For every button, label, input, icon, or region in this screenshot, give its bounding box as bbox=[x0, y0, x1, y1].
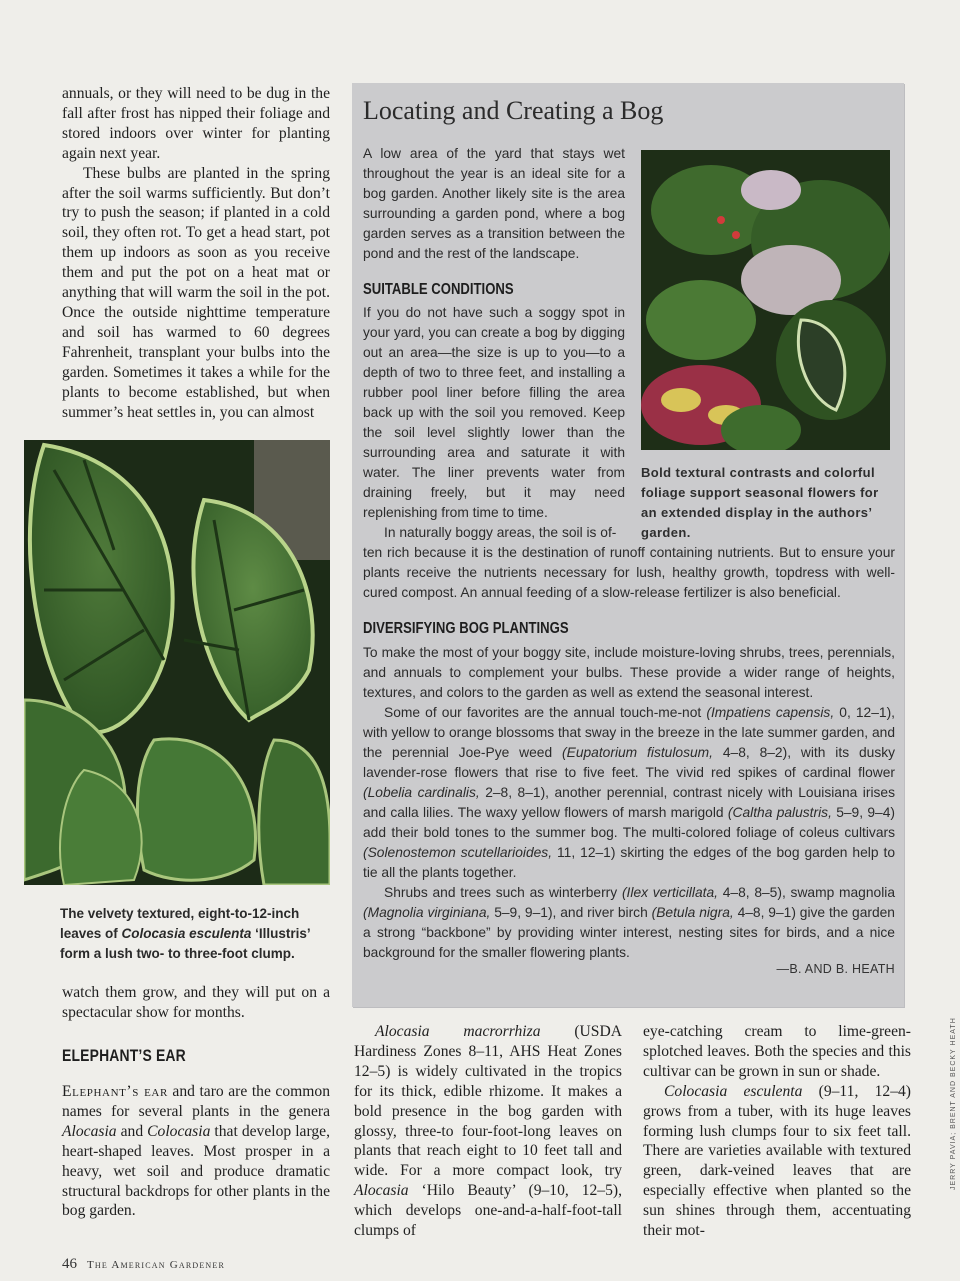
bog-garden-photo bbox=[641, 150, 890, 450]
body-paragraph bbox=[62, 1082, 330, 1221]
text-run: 4–8, 8–2), with its dusky lavender-rose flowers that rise to five feet. The vivid red spikes of cardinal flower bbox=[363, 745, 896, 780]
text-run: (9–11, 12–4) grows from a tuber, with its huge leaves forming lush clumps four to six feet tall. There are varieties available with textured green, dark-veined leaves that are especially effective when planted so the sun shines through them, accentuating their mot- bbox=[643, 1082, 911, 1240]
photo-credit: JERRY PAVIA; BRENT AND BECKY HEATH bbox=[950, 1017, 957, 1190]
conditions-text bbox=[363, 303, 625, 543]
body-paragraph bbox=[643, 1082, 911, 1241]
body-paragraph bbox=[363, 703, 895, 883]
species-name: (Caltha palustris, bbox=[727, 805, 832, 820]
species-name: (Solenostemon scutellarioides, bbox=[363, 845, 553, 860]
body-paragraph: To make the most of your boggy site, include moisture-loving shrubs, trees, perennials, and annuals to complement your bulbs. These provide a wider range of heights, textures, and colors to the garden as well as extend the seasonal interest. bbox=[363, 645, 895, 700]
text-run: and bbox=[116, 1122, 148, 1140]
caption-text: ‘Illustris’ form a lush two- to three-foot clump. bbox=[60, 926, 310, 961]
species-name: (Eupatorium fistulosum, bbox=[562, 745, 713, 760]
text-run: 11, 12–1) skirting the edges of the bog garden help to tie all the plants together. bbox=[363, 845, 896, 880]
text-run: and taro are the common names for several plants in the genera bbox=[62, 1083, 330, 1120]
page-number: 46 bbox=[62, 1256, 77, 1272]
column-2 bbox=[354, 1022, 622, 1241]
elephant-ear-body bbox=[62, 1082, 330, 1221]
species-name: Alocasia macrorrhiza bbox=[375, 1023, 541, 1040]
body-paragraph bbox=[354, 1022, 622, 1241]
body-paragraph: These bulbs are planted in the spring after the soil warms sufficiently. But don’t try to push the season; if planted in a cold soil, they often rot. To get a head start, pot them up indoors as soon as you receive them and put the pot on a heat mat or anything that will warm the soil in the pot. Once the outside nighttime temperature and soil has warmed to 60 degrees Fahrenheit, transplant your bulbs into the garden. Sometimes it takes a while for the plants to become established, but when summer’s heat settles in, you can almost bbox=[62, 164, 330, 421]
photo-caption-right: Bold textural contrasts and colorful foliage support seasonal flowers for an extended display in the authors’ garden. bbox=[641, 465, 879, 540]
body-paragraph: watch them grow, and they will put on a spectacular show for months. bbox=[62, 984, 330, 1021]
text-run: 2–8, 8–1), another perennial, contrast nicely with Louisiana irises and calla lilies. The waxy yellow flowers of marsh marigold bbox=[363, 785, 895, 820]
garden-illustration bbox=[641, 150, 890, 450]
left-column-top bbox=[62, 84, 330, 422]
column-3 bbox=[643, 1022, 911, 1241]
subhead-suitable-conditions: SUITABLE CONDITIONS bbox=[363, 281, 514, 298]
species-name: (Ilex verticillata, bbox=[621, 885, 718, 900]
body-paragraph: If you do not have such a soggy spot in your yard, you can create a bog by digging out an area—the size is up to you—to a depth of two to three feet, and installing a rubber pool liner before filling the area back up with the soil you removed. Keep the soil level slightly lower than the surrounding area and saturate it with water. The liner prevents water from draining freely, but it may need replenishing from time to time. bbox=[363, 305, 625, 520]
sidebar-intro: A low area of the yard that stays wet throughout the year is an ideal site for a bog garden. Another likely site is the area surrounding a garden pond, where a bog garden serves as a transition between the pond and the rest of the landscape. bbox=[363, 146, 625, 261]
genus-name: Colocasia bbox=[147, 1122, 211, 1140]
body-paragraph: ten rich because it is the destination of runoff containing nutrients. But to ensure your plants receive the nutrients necessary for lush, healthy growth, topdress with well-cured compost. An annual feeding of a slow-release fertilizer is also beneficial. bbox=[363, 545, 895, 600]
text-run: 4–8, 9–1) give the garden a strong “backbone” by providing winter interest, nesting sites for birds, and a nice background for the smaller flowering plants. bbox=[363, 905, 895, 960]
magazine-name: The American Gardener bbox=[87, 1259, 226, 1271]
leaves-illustration bbox=[24, 440, 330, 885]
species-name: (Betula nigra, bbox=[651, 905, 734, 920]
colocasia-photo bbox=[24, 440, 330, 885]
text-run: Shrubs and trees such as winterberry bbox=[384, 885, 622, 900]
body-paragraph: annuals, or they will need to be dug in the fall after frost has nipped their foliage and stored indoors over winter for planting again next year. bbox=[62, 85, 330, 162]
lead-in: Elephant’s ear bbox=[62, 1083, 168, 1100]
section-heading: ELEPHANT’S EAR bbox=[62, 1046, 186, 1065]
sidebar-credit: —B. AND B. HEATH bbox=[776, 962, 895, 976]
text-run: that develop large, heart-shaped leaves. Most prosper in a heavy, wet soil and produce dramatic structural backdrops for other plants in the bog garden. bbox=[62, 1122, 330, 1220]
species-name: Colocasia esculenta bbox=[664, 1082, 803, 1100]
diversifying-text bbox=[363, 643, 895, 963]
body-paragraph: In naturally boggy areas, the soil is of- bbox=[384, 525, 617, 540]
text-run: 5–9, 9–4) add their bold tones to the summer bog. The multi-colored foliage of coleus cultivars bbox=[363, 805, 895, 840]
caption-text: The velvety textured, eight-to-12-inch leaves of bbox=[60, 906, 300, 941]
text-run: ‘Hilo Beauty’ (9–10, 12–5), which develops one-and-a-half-foot-tall clumps of bbox=[354, 1182, 622, 1240]
sidebar-title: Locating and Creating a Bog bbox=[363, 96, 664, 125]
text-run: 0, 12–1), with yellow to orange blossoms that sway in the breeze in the late summer garden, and the perennial Joe-Pye weed bbox=[363, 705, 896, 760]
body-paragraph: eye-catching cream to lime-green-splotched leaves. Both the species and this cultivar can be grown in sun or shade. bbox=[643, 1023, 911, 1080]
text-run: Some of our favorites are the annual touch-me-not bbox=[384, 705, 707, 720]
subhead-diversifying: DIVERSIFYING BOG PLANTINGS bbox=[363, 620, 569, 637]
species-name: (Magnolia virginiana, bbox=[363, 905, 491, 920]
caption-italic: Colocasia esculenta bbox=[121, 926, 252, 941]
genus-name: Alocasia bbox=[354, 1182, 409, 1200]
text-run: 4–8, 8–5), swamp magnolia bbox=[717, 885, 895, 900]
photo-caption-left bbox=[60, 904, 330, 964]
left-column-continuation bbox=[62, 983, 330, 1023]
species-name: (Lobelia cardinalis, bbox=[363, 785, 480, 800]
page-footer bbox=[62, 1255, 225, 1273]
text-run: 5–9, 9–1), and river birch bbox=[490, 905, 652, 920]
conditions-text-wide bbox=[363, 543, 895, 603]
body-paragraph bbox=[363, 883, 895, 963]
species-name: (Impatiens capensis, bbox=[706, 705, 835, 720]
genus-name: Alocasia bbox=[62, 1122, 117, 1140]
text-run: (USDA Hardiness Zones 8–11, AHS Heat Zones 12–5) is widely cultivated in the tropics for its thick, edible rhizome. It makes a bold presence in the bog garden with glossy, three-to four-foot-long leaves on plants that reach eight to 10 feet tall and wide. For a more compact look, try bbox=[354, 1023, 622, 1180]
